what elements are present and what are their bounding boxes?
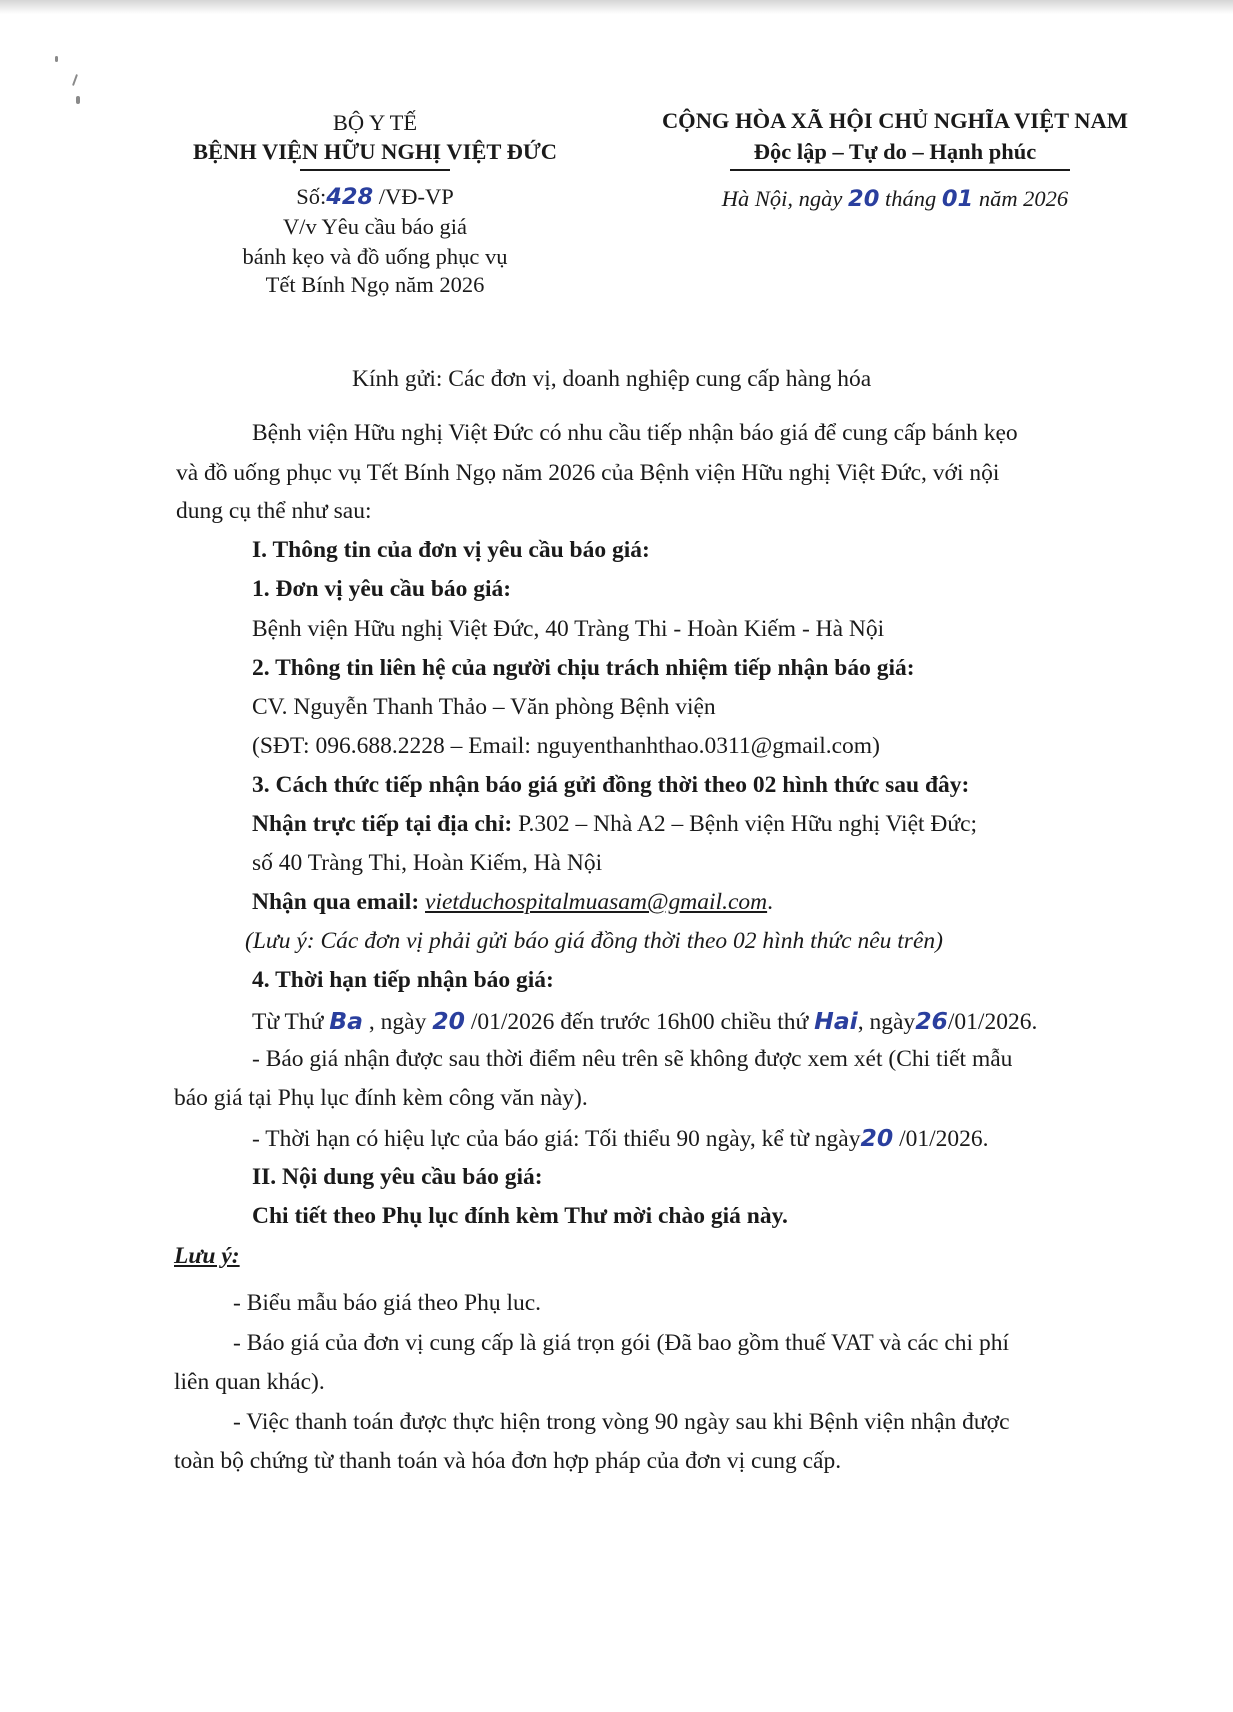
item-4-period [252, 1007, 1037, 1036]
weekday-2-handwritten: Hai [814, 1007, 858, 1035]
national-motto: Độc lập – Tự do – Hạnh phúc [753, 139, 1037, 164]
hospital-underline [300, 169, 450, 171]
period-to: /01/2026 đến trước 16h00 chiều thứ [464, 1009, 815, 1035]
validity-day-handwritten: 20 [860, 1124, 894, 1152]
item-1-text: Bệnh viện Hữu nghị Việt Đức, 40 Tràng Thi - Hoàn Kiếm - Hà Nội [252, 616, 885, 642]
document-number [160, 184, 590, 210]
item-3-direct-line-2: số 40 Tràng Thi, Hoàn Kiếm, Hà Nội [252, 850, 603, 876]
date-prefix: Hà Nội, ngày [721, 186, 849, 211]
period-day-label: , ngày [363, 1009, 433, 1035]
item-1-title: 1. Đơn vị yêu cầu báo giá: [252, 576, 512, 602]
scan-speck [76, 96, 80, 104]
intro-line-2: và đồ uống phục vụ Tết Bính Ngọ năm 2026 của Bệnh viện Hữu nghị Việt Đức, với nội [176, 460, 1000, 486]
period-from: Từ Thứ [252, 1009, 330, 1035]
date-day-handwritten: 20 [848, 186, 880, 212]
item-3-title: 3. Cách thức tiếp nhận báo giá gửi đồng thời theo 02 hình thức sau đây: [252, 772, 970, 798]
item-4-note-1-line-1: - Báo giá nhận được sau thời điểm nêu trên sẽ không được xem xét (Chi tiết mẫu [252, 1046, 1013, 1072]
item-2-title: 2. Thông tin liên hệ của người chịu trách nhiệm tiếp nhận báo giá: [252, 655, 915, 681]
day-1-handwritten: 20 [432, 1007, 465, 1035]
email-period: . [767, 889, 773, 915]
scan-edge-shadow [0, 0, 1233, 14]
section-1-title: I. Thông tin của đơn vị yêu cầu báo giá: [252, 537, 650, 563]
intro-line-1: Bệnh viện Hữu nghị Việt Đức có nhu cầu tiếp nhận báo giá để cung cấp bánh kẹo [252, 420, 1018, 446]
so-suffix: /VĐ-VP [373, 184, 454, 209]
item-4-note-2 [252, 1124, 989, 1153]
item-4-note-1-line-2: báo giá tại Phụ lục đính kèm công văn này). [174, 1085, 588, 1111]
subject-line-2: bánh kẹo và đồ uống phục vụ [242, 244, 508, 269]
item-2-contact: CV. Nguyễn Thanh Thảo – Văn phòng Bệnh viện [252, 694, 716, 720]
weekday-1-handwritten: Ba [329, 1007, 364, 1035]
recipient-line: Kính gửi: Các đơn vị, doanh nghiệp cung cấp hàng hóa [352, 366, 872, 392]
item-2-phone-email: (SĐT: 096.688.2228 – Email: nguyenthanhthao.0311@gmail.com) [252, 733, 880, 759]
item-4-title: 4. Thời hạn tiếp nhận báo giá: [252, 967, 554, 993]
hospital-name: BỆNH VIỆN HỮU NGHỊ VIỆT ĐỨC [192, 139, 558, 164]
email-label: Nhận qua email: [252, 889, 420, 915]
item-3-note: (Lưu ý: Các đơn vị phải gửi báo giá đồng thời theo 02 hình thức nêu trên) [245, 928, 943, 954]
nation-title: CỘNG HÒA XÃ HỘI CHỦ NGHĨA VIỆT NAM [661, 108, 1129, 133]
validity-end: /01/2026. [893, 1126, 989, 1152]
ministry-name: BỘ Y TẾ [332, 110, 418, 135]
note-2-line-1: - Báo giá của đơn vị cung cấp là giá trọn gói (Đã bao gồm thuế VAT và các chi phí [233, 1330, 1009, 1356]
note-3-line-2: toàn bộ chứng từ thanh toán và hóa đơn hợp pháp của đơn vị cung cấp. [174, 1448, 842, 1474]
direct-label: Nhận trực tiếp tại địa chỉ: [252, 811, 513, 837]
subject-line-3: Tết Bính Ngọ năm 2026 [265, 272, 485, 297]
direct-address: P.302 – Nhà A2 – Bệnh viện Hữu nghị Việt Đức; [512, 811, 978, 837]
scan-speck [72, 74, 78, 86]
note-3-line-1: - Việc thanh toán được thực hiện trong vòng 90 ngày sau khi Bệnh viện nhận được [233, 1409, 1010, 1435]
validity-text: - Thời hạn có hiệu lực của báo giá: Tối thiểu 90 ngày, kể từ ngày [252, 1126, 861, 1152]
item-3-email [252, 889, 773, 916]
email-link[interactable]: vietduchospitalmuasam@gmail.com [425, 889, 768, 915]
day-2-handwritten: 26 [915, 1007, 948, 1035]
scan-speck [55, 56, 58, 62]
period-end: /01/2026. [947, 1009, 1038, 1035]
section-2-title: II. Nội dung yêu cầu báo giá: [252, 1164, 543, 1190]
date-month-handwritten: 01 [941, 186, 974, 212]
motto-underline [730, 169, 1070, 171]
date-mid: tháng [879, 186, 942, 211]
date-suffix: năm 2026 [973, 186, 1069, 211]
section-2-text: Chi tiết theo Phụ lục đính kèm Thư mời chào giá này. [252, 1203, 788, 1229]
notes-heading: Lưu ý: [174, 1243, 240, 1269]
subject-line-1: V/v Yêu cầu báo giá [282, 214, 468, 239]
so-prefix: Số: [296, 184, 327, 209]
period-day2-label: , ngày [857, 1009, 916, 1035]
intro-line-3: dung cụ thể như sau: [176, 498, 372, 524]
note-1: - Biểu mẫu báo giá theo Phụ luc. [233, 1290, 542, 1316]
date-line [630, 186, 1160, 212]
so-number-handwritten: 428 [326, 184, 374, 210]
note-2-line-2: liên quan khác). [174, 1369, 325, 1395]
item-3-direct [252, 811, 977, 838]
